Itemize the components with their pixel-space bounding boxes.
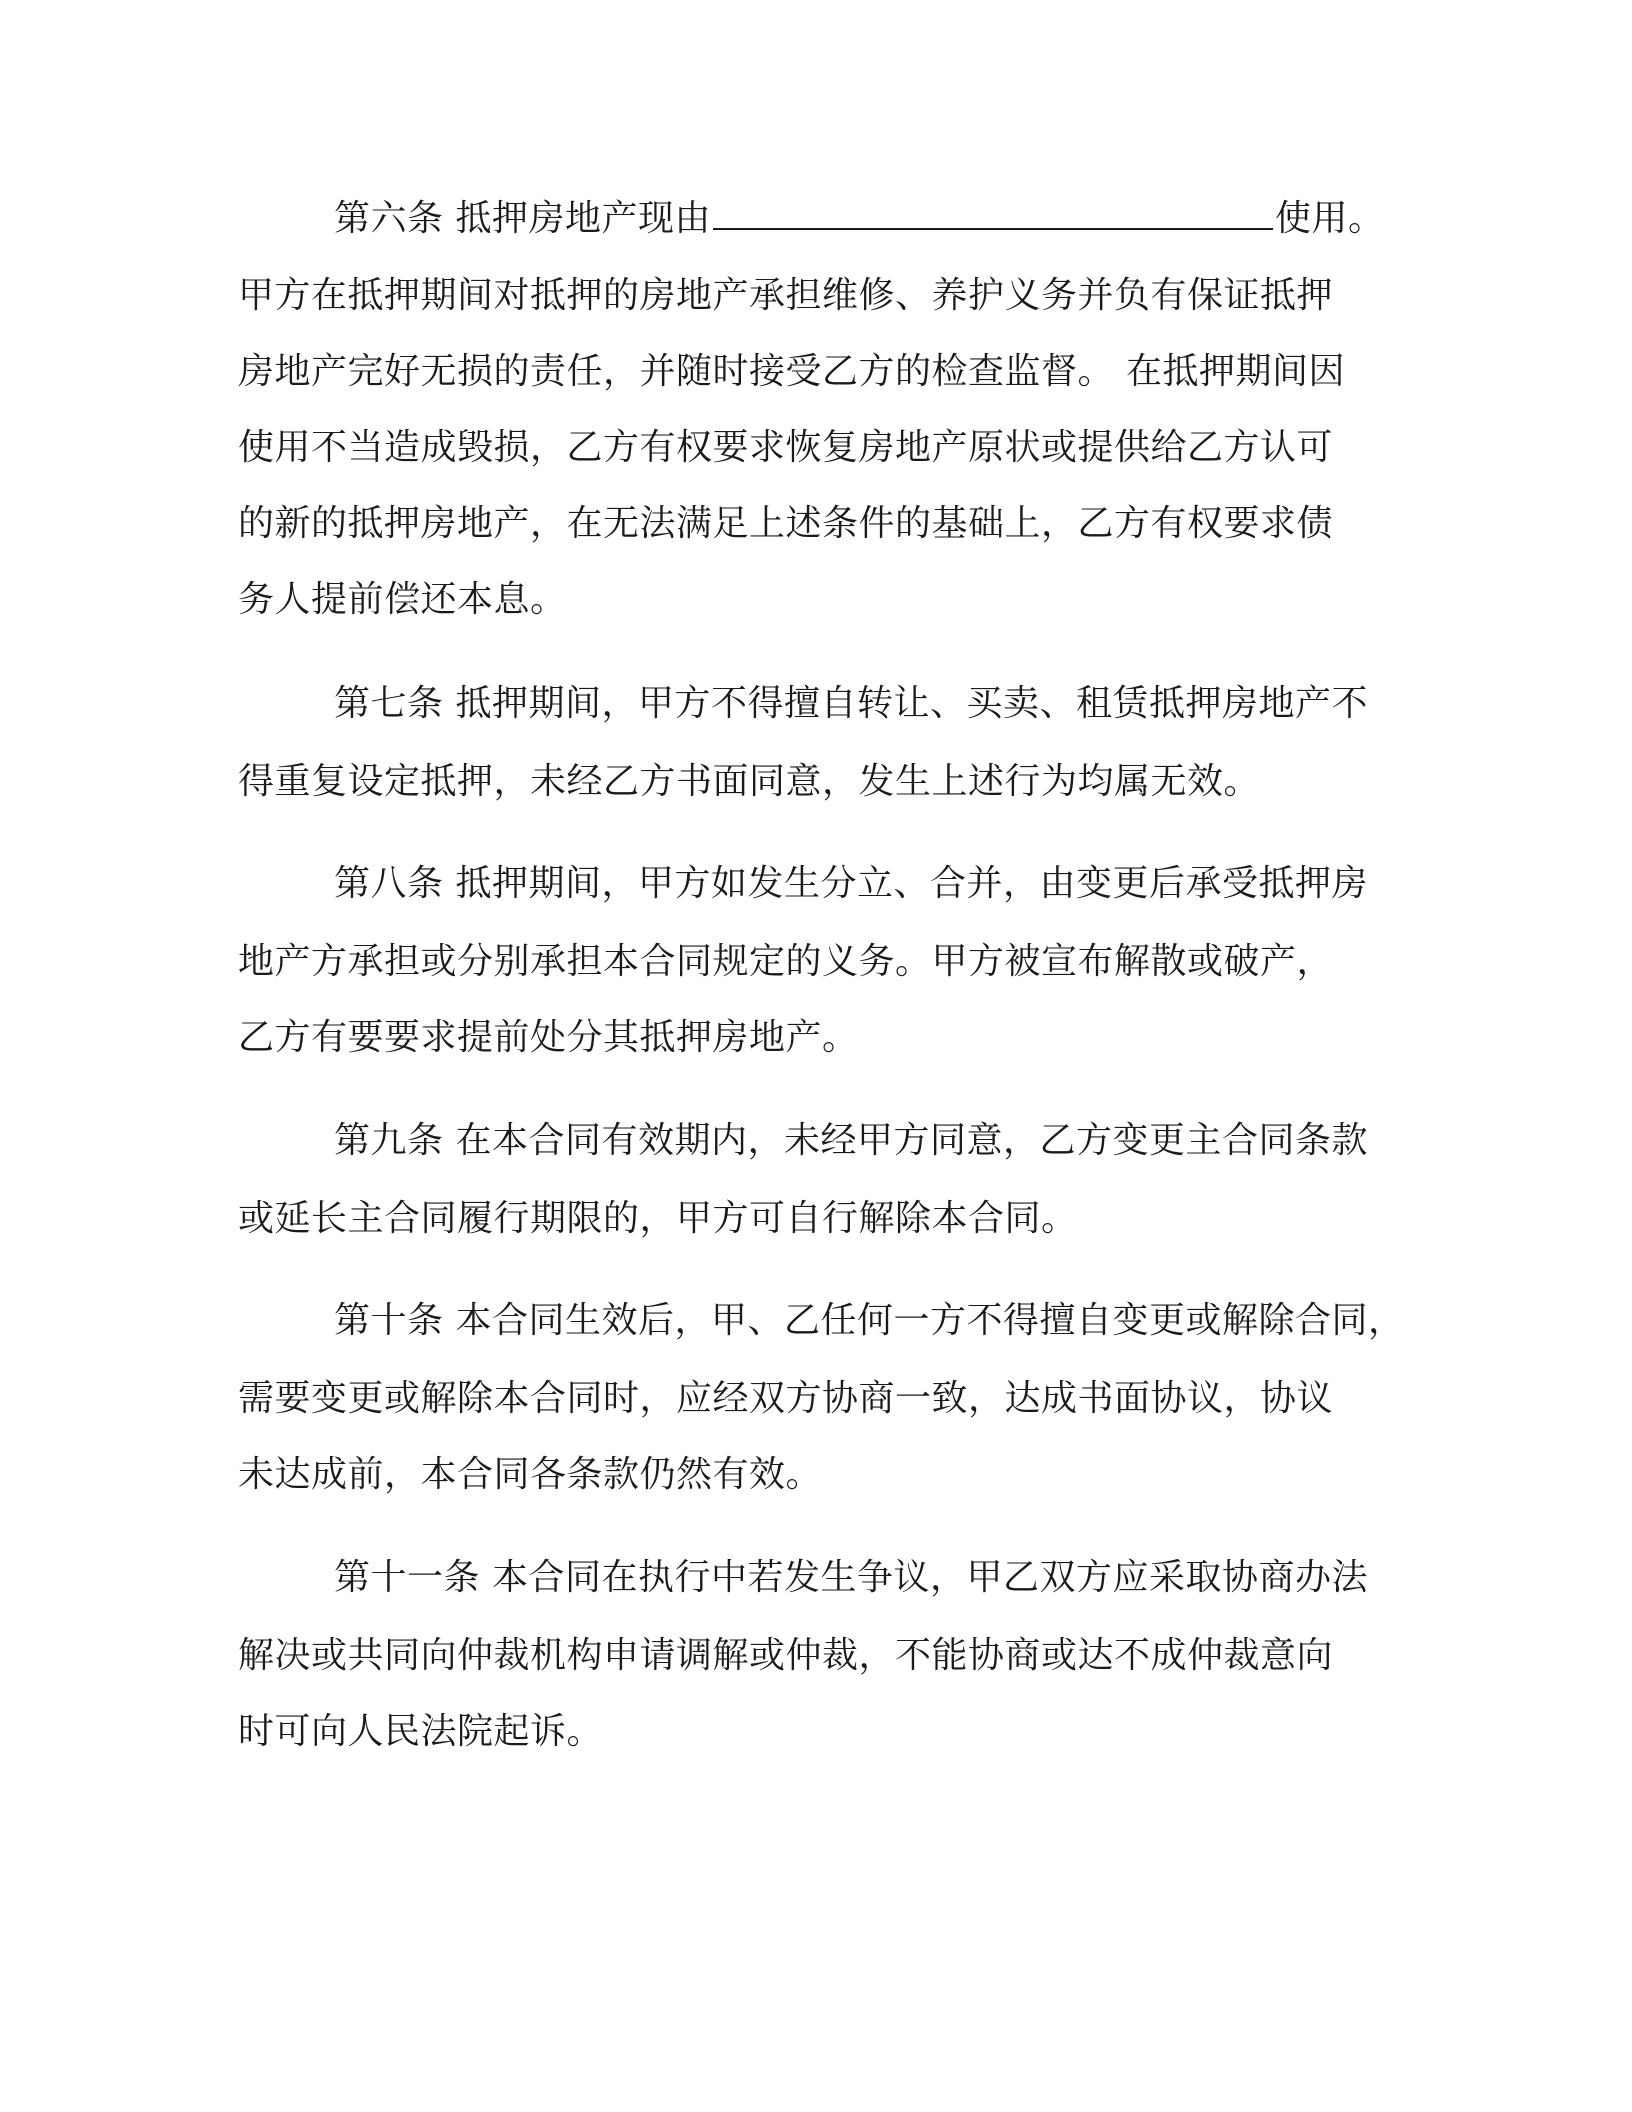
clause-11-line-1: 第十一条 本合同在执行中若发生争议，甲乙双方应采取协商办法 [334, 1557, 1368, 1598]
clause-10-line-3: 未达成前，本合同各条款仍然有效。 [238, 1454, 823, 1495]
clause-8-line-1: 第八条 抵押期间，甲方如发生分立、合并，由变更后承受抵押房 [334, 863, 1368, 904]
clause-6-line-3: 房地产完好无损的责任，并随时接受乙方的检查监督。 在抵押期间因 [238, 351, 1345, 392]
clause-7-line-1: 第七条 抵押期间，甲方不得擅自转让、买卖、租赁抵押房地产不 [334, 683, 1368, 724]
clause-7-line-2: 得重复设定抵押，未经乙方书面同意，发生上述行为均属无效。 [238, 761, 1261, 802]
clause-6-text-start: 第六条 抵押房地产现由 [334, 198, 711, 239]
fill-in-blank [713, 194, 1273, 230]
clause-9-line-1: 第九条 在本合同有效期内，未经甲方同意，乙方变更主合同条款 [334, 1120, 1368, 1161]
clause-9-line-2: 或延长主合同履行期限的，甲方可自行解除本合同。 [238, 1198, 1078, 1239]
clause-6-line-2: 甲方在抵押期间对抵押的房地产承担维修、养护义务并负有保证抵押 [238, 275, 1334, 316]
clause-11-line-3: 时可向人民法院起诉。 [238, 1711, 604, 1752]
clause-6-line-6: 务人提前偿还本息。 [238, 579, 567, 620]
clause-10-line-1: 第十条 本合同生效后，甲、乙任何一方不得擅自变更或解除合同， [334, 1300, 1405, 1341]
clause-8-line-3: 乙方有要要求提前处分其抵押房地产。 [238, 1017, 859, 1058]
clause-6-line-4: 使用不当造成毁损，乙方有权要求恢复房地产原状或提供给乙方认可 [238, 427, 1334, 468]
clause-11-line-2: 解决或共同向仲裁机构申请调解或仲裁，不能协商或达不成仲裁意向 [238, 1635, 1334, 1676]
clause-8-line-2: 地产方承担或分别承担本合同规定的义务。甲方被宣布解散或破产， [238, 941, 1334, 982]
clause-6-line-5: 的新的抵押房地产，在无法满足上述条件的基础上，乙方有权要求债 [238, 503, 1334, 544]
clause-6-line-1 [334, 194, 1384, 242]
clause-10-line-2: 需要变更或解除本合同时，应经双方协商一致，达成书面协议，协议 [238, 1378, 1334, 1419]
clause-6-text-end: 使用。 [1274, 198, 1385, 239]
